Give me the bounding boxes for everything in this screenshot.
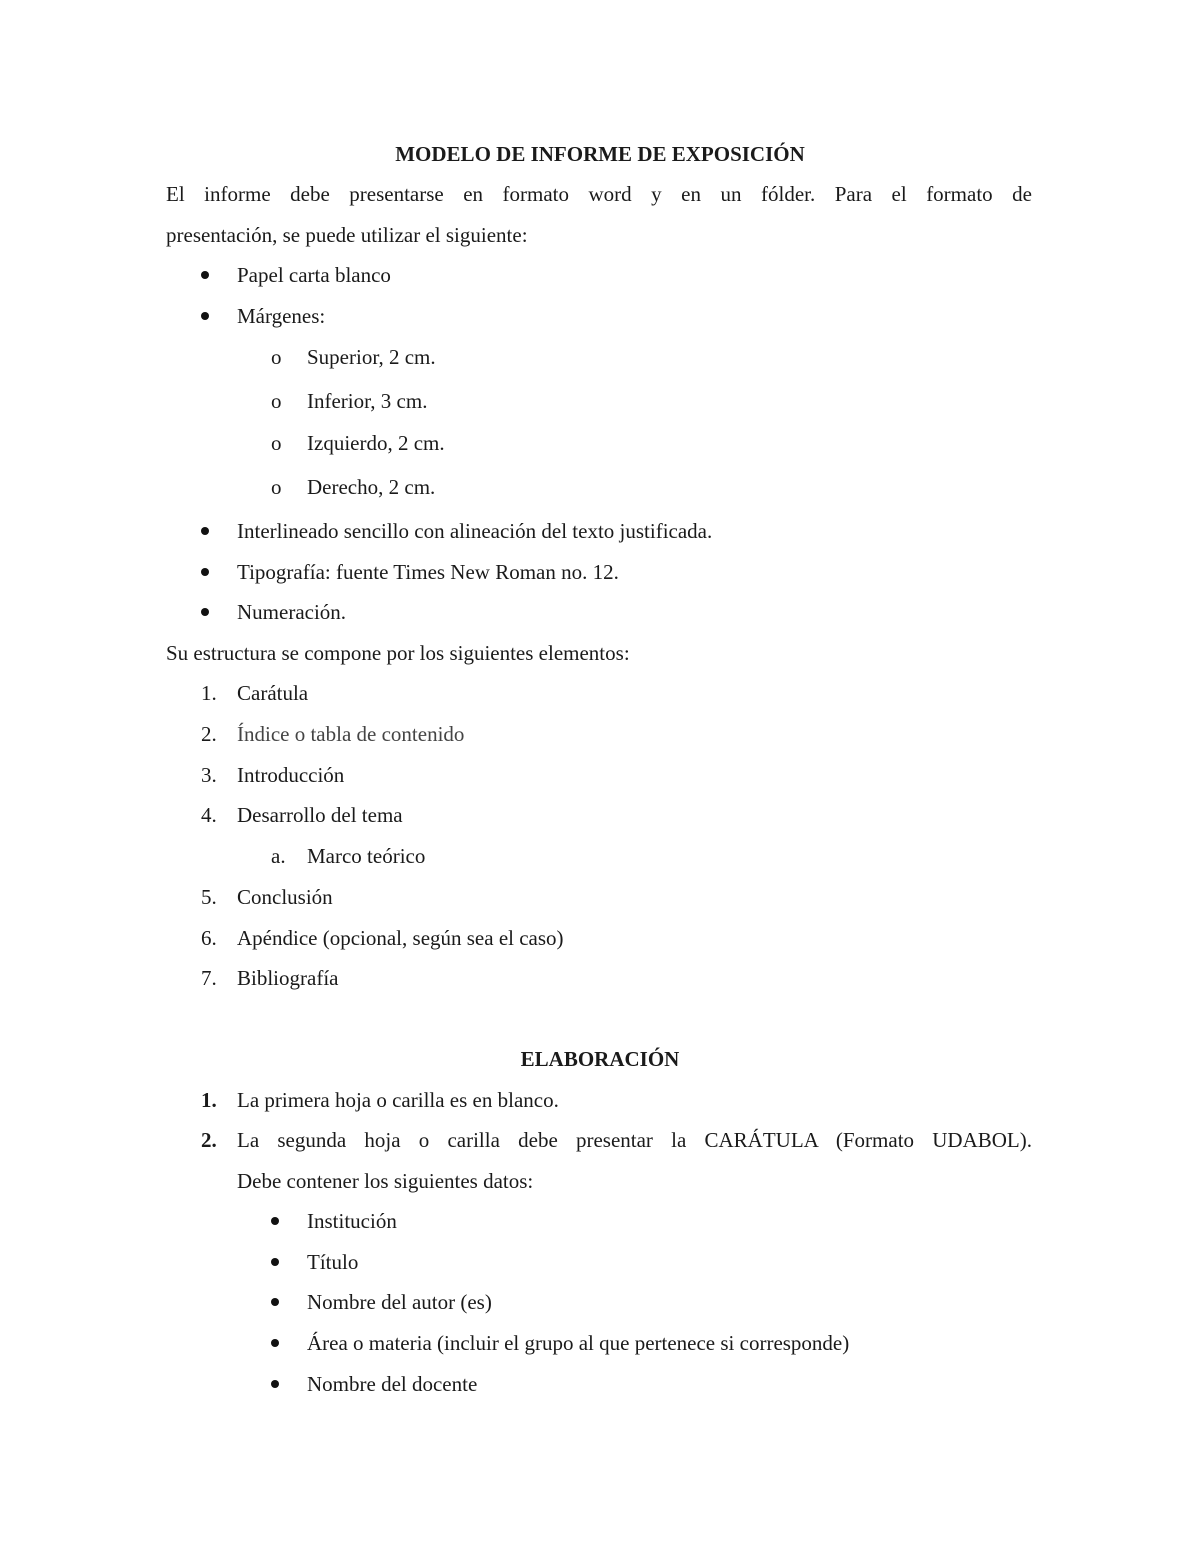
cover-item-author: Nombre del autor (es) [307, 1290, 492, 1314]
structure-item-index: Índice o tabla de contenido [237, 722, 465, 746]
cover-item-teacher: Nombre del docente [307, 1372, 478, 1396]
document-title: MODELO DE INFORME DE EXPOSICIÓN [395, 142, 805, 166]
bullet-icon [271, 1217, 279, 1225]
list-number: 1. [201, 681, 217, 705]
margin-item-left: Izquierdo, 2 cm. [307, 431, 445, 455]
structure-subitem-framework: Marco teórico [307, 844, 426, 868]
section-title-elaboration: ELABORACIÓN [520, 1047, 680, 1071]
list-number: 3. [201, 763, 217, 787]
bullet-icon [201, 527, 209, 535]
structure-intro: Su estructura se compone por los siguientes elementos: [166, 641, 630, 665]
margin-item-top: Superior, 2 cm. [307, 345, 436, 369]
format-item-margins: Márgenes: [237, 304, 326, 328]
cover-item-title: Título [307, 1250, 359, 1274]
structure-item-introduction: Introducción [237, 763, 345, 787]
cover-item-subject: Área o materia (incluir el grupo al que pertenece si corresponde) [307, 1331, 850, 1355]
bullet-icon [271, 1298, 279, 1306]
structure-item-development: Desarrollo del tema [237, 803, 403, 827]
format-item-spacing: Interlineado sencillo con alineación del texto justificada. [237, 519, 713, 543]
intro-paragraph-line-2: presentación, se puede utilizar el siguiente: [166, 223, 528, 247]
format-item-typography: Tipografía: fuente Times New Roman no. 12. [237, 560, 619, 584]
elaboration-item-second-page: La segunda hoja o carilla debe presentar la CARÁTULA (Formato UDABOL). [237, 1128, 1032, 1152]
bullet-icon [201, 271, 209, 279]
format-item-numbering: Numeración. [237, 600, 347, 624]
bullet-icon [271, 1339, 279, 1347]
circle-bullet-icon: o [271, 431, 282, 455]
margin-item-bottom: Inferior, 3 cm. [307, 389, 428, 413]
bullet-icon [201, 312, 209, 320]
circle-bullet-icon: o [271, 389, 282, 413]
circle-bullet-icon: o [271, 475, 282, 499]
bullet-icon [271, 1380, 279, 1388]
bullet-icon [201, 608, 209, 616]
list-number: 5. [201, 885, 217, 909]
list-number: 6. [201, 926, 217, 950]
structure-item-appendix: Apéndice (opcional, según sea el caso) [237, 926, 564, 950]
list-number: 2. [201, 1128, 217, 1152]
format-item-paper: Papel carta blanco [237, 263, 391, 287]
bullet-icon [271, 1258, 279, 1266]
cover-item-institution: Institución [307, 1209, 397, 1233]
list-number: 4. [201, 803, 217, 827]
intro-paragraph-line-1: El informe debe presentarse en formato word y en un fólder. Para el formato de [166, 182, 1032, 206]
elaboration-item-second-page-cont: Debe contener los siguientes datos: [237, 1169, 534, 1193]
circle-bullet-icon: o [271, 345, 282, 369]
list-number: 1. [201, 1088, 217, 1112]
structure-item-cover: Carátula [237, 681, 309, 705]
bullet-icon [201, 568, 209, 576]
list-letter: a. [271, 844, 286, 868]
list-number: 7. [201, 966, 217, 990]
margin-item-right: Derecho, 2 cm. [307, 475, 436, 499]
structure-item-bibliography: Bibliografía [237, 966, 339, 990]
structure-item-conclusion: Conclusión [237, 885, 333, 909]
elaboration-item-first-page: La primera hoja o carilla es en blanco. [237, 1088, 559, 1112]
list-number: 2. [201, 722, 217, 746]
